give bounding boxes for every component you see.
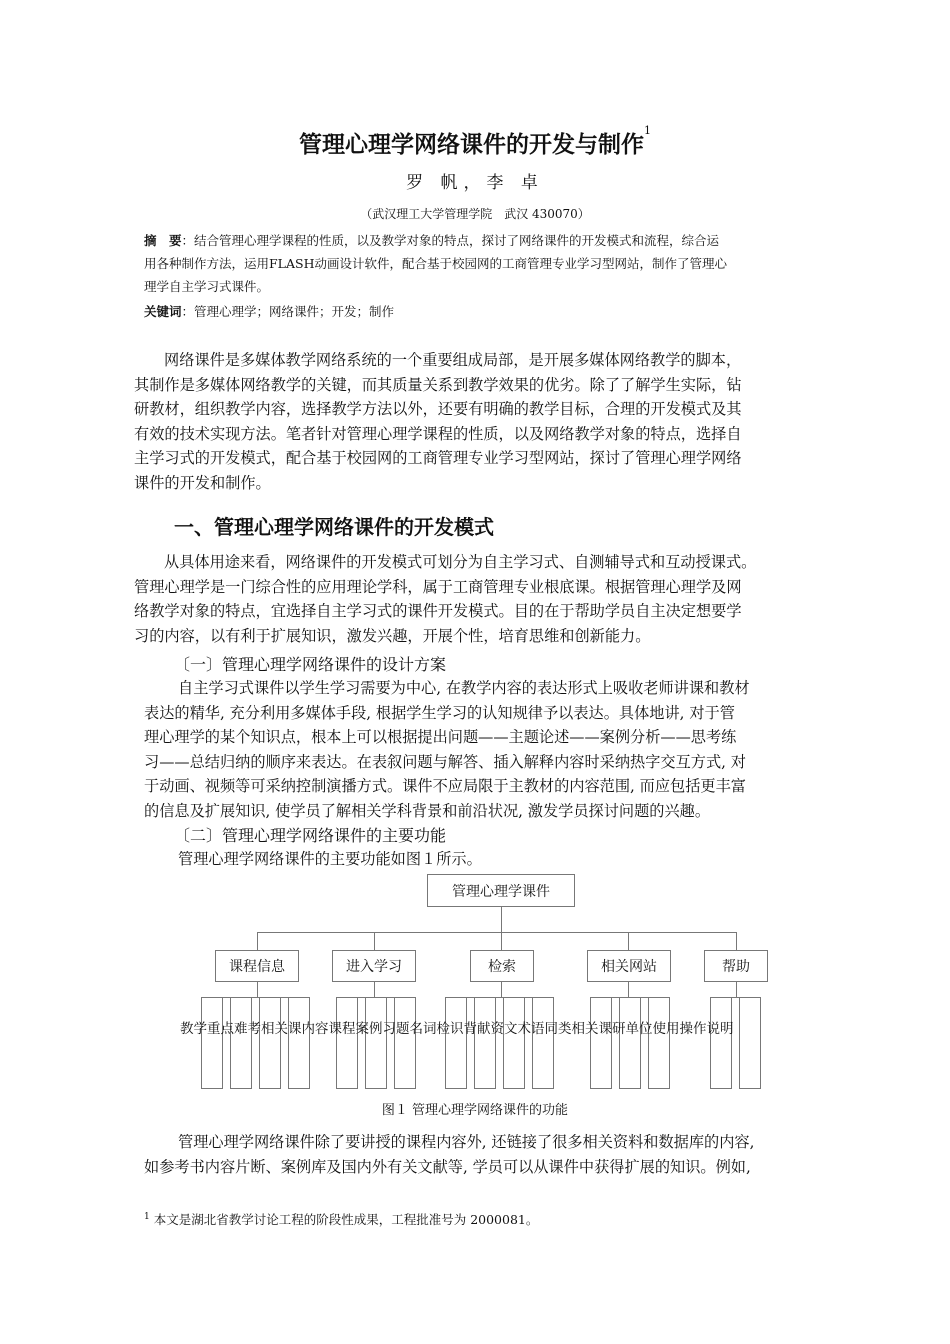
paper-title xyxy=(0,126,950,159)
para-line: 理心理学的某个知识点，根本上可以根据提出问题——主题论述——案例分析——思考练 xyxy=(144,728,737,746)
leaf-node xyxy=(445,997,467,1089)
connector-line xyxy=(374,932,375,952)
subsection-heading: 〔二〕管理心理学网络课件的主要功能 xyxy=(174,826,447,845)
sub2-intro: 管理心理学网络课件的主要功能如图１所示。 xyxy=(178,850,482,868)
para-line: 课件的开发和制作。 xyxy=(134,473,271,492)
branch-node: 检索 xyxy=(470,950,534,982)
intro-paragraph xyxy=(134,348,816,495)
leaf-node xyxy=(230,997,252,1089)
leaf-node xyxy=(336,997,358,1089)
leaf-node xyxy=(739,997,761,1089)
sub1-paragraph xyxy=(144,676,810,823)
leaf-node xyxy=(365,997,387,1089)
para-line: 其制作是多媒体网络教学的关键，而其质量关系到教学效果的优劣。除了了解学生实际，钻 xyxy=(134,375,742,394)
branch-node: 课程信息 xyxy=(215,950,299,982)
section-heading: 一、管理心理学网络课件的开发模式 xyxy=(174,515,494,539)
affiliation: （武汉理工大学管理学院 武汉 430070） xyxy=(360,207,590,221)
para-line: 有效的技术实现方法。笔者针对管理心理学课程的性质，以及网络教学对象的特点，选择自 xyxy=(134,424,742,443)
authors: 罗 帆，李 卓 xyxy=(406,173,544,193)
connector-line xyxy=(212,997,300,998)
para-line: 管理心理学网络课件除了要讲授的课程内容外, 还链接了很多相关资料和数据库的内容, xyxy=(178,1133,755,1151)
para-line: 表达的精华, 充分利用多媒体手段, 根据学生学习的认知规律予以表达。具体地讲, 对于管 xyxy=(144,703,735,722)
footnote xyxy=(144,1210,538,1228)
leaf-node xyxy=(619,997,641,1089)
para-line: 网络课件是多媒体教学网络系统的一个重要组成局部，是开展多媒体网络教学的脚本， xyxy=(164,351,742,369)
connector-line xyxy=(501,907,502,932)
leaf-node xyxy=(394,997,416,1089)
para-line: 习的内容，以有利于扩展知识，激发兴趣，开展个性，培育思维和创新能力。 xyxy=(134,626,651,645)
abstract-line: 理学自主学习式课件。 xyxy=(144,279,270,294)
keywords xyxy=(144,302,394,320)
footnote-text: 本文是湖北省教学讨论工程的阶段性成果，工程批准号为 2000081。 xyxy=(153,1212,539,1227)
para-line: 的信息及扩展知识, 使学员了解相关学科背景和前沿状况, 激发学员探讨问题的兴趣。 xyxy=(144,801,711,820)
subsection-heading: 〔一〕管理心理学网络课件的设计方案 xyxy=(174,655,447,674)
title-text: 管理心理学网络课件的开发与制作 xyxy=(299,131,644,158)
para-line: 从具体用途来看，网络课件的开发模式可划分为自主学习式、自测辅导式和互动授课式。 xyxy=(164,553,757,571)
closing-paragraph xyxy=(144,1130,814,1179)
branch-node: 相关网站 xyxy=(587,950,671,982)
connector-line xyxy=(736,982,737,997)
connector-line xyxy=(257,982,258,997)
para-line: 主学习式的开发模式，配合基于校园网的工商管理专业学习型网站，探讨了管理心理学网络 xyxy=(134,449,742,467)
leaf-node xyxy=(648,997,670,1089)
connector-line xyxy=(628,932,629,952)
para-line: 习——总结归纳的顺序来表达。在表叙问题与解答、插入解释内容时采纳热字交互方式, 对 xyxy=(144,752,746,771)
para-line: 自主学习式课件以学生学习需要为中心, 在教学内容的表达形式上吸收老师讲课和教材 xyxy=(178,679,750,697)
connector-line xyxy=(501,932,502,952)
connector-line xyxy=(257,932,258,952)
leaf-node xyxy=(532,997,554,1089)
abstract-line: 摘 要：结合管理心理学课程的性质，以及教学对象的特点，探讨了网络课件的开发模式和流程，综合运 xyxy=(144,233,720,248)
branch-node: 帮助 xyxy=(704,950,768,982)
section1-paragraph xyxy=(134,550,816,648)
leaf-labels-overlap: 教学重点难考相关课内容课程案例习题名词检识背献资文术语同类相关课研单位使用操作说明 xyxy=(180,1021,734,1037)
branch-node: 进入学习 xyxy=(332,950,416,982)
abstract-line: 用各种制作方法，运用FLASH动画设计软件，配合基于校园网的工商管理专业学习型网站，制作了管理心 xyxy=(144,256,727,271)
connector-line xyxy=(374,982,375,997)
keywords-label: 关键词 xyxy=(144,304,182,319)
para-line: 络教学对象的特点，宜选择自主学习式的课件开发模式。目的在于帮助学员自主决定想要学 xyxy=(134,602,742,620)
footnote-mark: 1 xyxy=(144,1211,150,1222)
leaf-node xyxy=(590,997,612,1089)
connector-line xyxy=(257,932,737,933)
leaf-node xyxy=(474,997,496,1089)
connector-line xyxy=(501,982,502,997)
para-line: 如参考书内容片断、案例库及国内外有关文献等, 学员可以从课件中获得扩展的知识。例如, xyxy=(144,1157,751,1176)
leaf-node xyxy=(259,997,281,1089)
leaf-node xyxy=(288,997,310,1089)
leaf-node xyxy=(710,997,732,1089)
para-line: 于动画、视频等可采纳控制演播方式。课件不应局限于主教材的内容范围, 而应包括更丰富 xyxy=(144,777,746,795)
para-line: 研教材，组织教学内容，选择教学方法以外，还要有明确的教学目标，合理的开发模式及其 xyxy=(134,400,742,418)
abstract xyxy=(144,229,814,298)
connector-line xyxy=(736,932,737,952)
leaf-node xyxy=(201,997,223,1089)
leaf-node xyxy=(503,997,525,1089)
abstract-label: 摘 要 xyxy=(144,233,182,248)
title-footnote-mark: 1 xyxy=(644,124,651,137)
keywords-text: ：管理心理学；网络课件；开发；制作 xyxy=(181,304,395,319)
root-node: 管理心理学课件 xyxy=(427,874,575,907)
connector-line xyxy=(628,982,629,997)
para-line: 管理心理学是一门综合性的应用理论学科，属于工商管理专业根底课。根据管理心理学及网 xyxy=(134,577,742,596)
figure-caption: 图１ 管理心理学网络课件的功能 xyxy=(381,1103,569,1118)
